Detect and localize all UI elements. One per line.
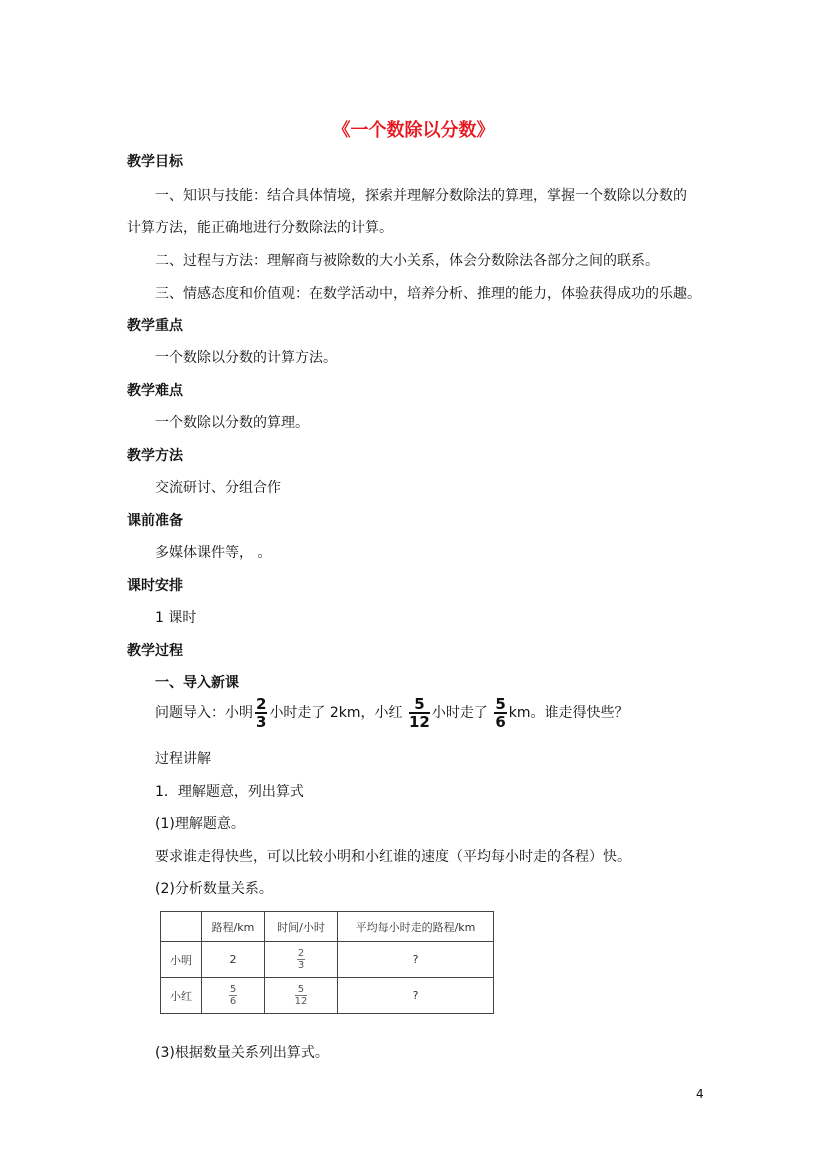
intro-question bbox=[155, 696, 629, 730]
objectives-heading: 教学目标 bbox=[127, 154, 183, 170]
fraction-numerator: 2 bbox=[297, 948, 305, 959]
speed-cell: ? bbox=[338, 942, 494, 978]
distance-fraction bbox=[229, 984, 237, 1007]
fraction-five-twelfths bbox=[409, 696, 430, 730]
objective-1-line1: 一、知识与技能：结合具体情境，探索并理解分数除法的算理，掌握一个数除以分数的 bbox=[155, 188, 687, 204]
fraction-numerator: 5 bbox=[229, 984, 237, 995]
schedule-heading: 课时安排 bbox=[127, 578, 183, 594]
table-header-cell: 路程/km bbox=[202, 912, 265, 942]
intro-subheading: 一、导入新课 bbox=[155, 675, 239, 691]
difficulties-text: 一个数除以分数的算理。 bbox=[155, 415, 309, 431]
quantity-table bbox=[160, 911, 494, 1014]
distance-cell bbox=[202, 978, 265, 1014]
step1a: (1)理解题意。 bbox=[155, 816, 245, 832]
question-prefix: 问题导入：小明 bbox=[155, 705, 253, 721]
fraction-denominator: 12 bbox=[409, 713, 430, 731]
step1a-text: 要求谁走得快些，可以比较小明和小红谁的速度（平均每小时走的各程）快。 bbox=[155, 849, 631, 865]
difficulties-heading: 教学难点 bbox=[127, 383, 183, 399]
table-header-row bbox=[161, 912, 494, 942]
time-cell bbox=[265, 942, 338, 978]
fraction-two-thirds bbox=[255, 696, 267, 730]
time-fraction bbox=[297, 948, 305, 971]
table-row bbox=[161, 942, 494, 978]
preparation-text: 多媒体课件等， 。 bbox=[155, 545, 272, 561]
preparation-heading: 课前准备 bbox=[127, 513, 183, 529]
row-name: 小红 bbox=[161, 978, 202, 1014]
methods-heading: 教学方法 bbox=[127, 448, 183, 464]
schedule-text: 1 课时 bbox=[155, 610, 197, 626]
distance-cell: 2 bbox=[202, 942, 265, 978]
page-number: 4 bbox=[696, 1087, 704, 1101]
objective-2: 二、过程与方法：理解商与被除数的大小关系，体会分数除法各部分之间的联系。 bbox=[155, 253, 659, 269]
fraction-denominator: 12 bbox=[294, 996, 308, 1007]
objective-3: 三、情感态度和价值观：在数学活动中，培养分析、推理的能力，体验获得成功的乐趣。 bbox=[155, 286, 701, 302]
step1: 1．理解题意，列出算式 bbox=[155, 784, 304, 800]
question-mid2: 小时走了 bbox=[431, 705, 488, 721]
step1c: (3)根据数量关系列出算式。 bbox=[155, 1045, 329, 1061]
step1b: (2)分析数量关系。 bbox=[155, 881, 273, 897]
explain-label: 过程讲解 bbox=[155, 751, 211, 767]
table-header-cell: 平均每小时走的路程/km bbox=[338, 912, 494, 942]
fraction-denominator: 6 bbox=[495, 713, 506, 731]
fraction-denominator: 6 bbox=[229, 996, 237, 1007]
document-title: 《一个数除以分数》 bbox=[332, 120, 495, 141]
question-suffix: km。谁走得快些？ bbox=[508, 705, 629, 721]
table-row bbox=[161, 978, 494, 1014]
fraction-numerator: 2 bbox=[256, 695, 267, 713]
key-points-heading: 教学重点 bbox=[127, 318, 183, 334]
objective-1-line2: 计算方法，能正确地进行分数除法的计算。 bbox=[127, 220, 393, 236]
process-heading: 教学过程 bbox=[127, 643, 183, 659]
fraction-five-sixths bbox=[494, 696, 506, 730]
table-header-cell: 时间/小时 bbox=[265, 912, 338, 942]
speed-cell: ? bbox=[338, 978, 494, 1014]
fraction-numerator: 5 bbox=[295, 984, 308, 996]
fraction-denominator: 3 bbox=[297, 960, 305, 971]
time-cell bbox=[265, 978, 338, 1014]
row-name: 小明 bbox=[161, 942, 202, 978]
methods-text: 交流研讨、分组合作 bbox=[155, 480, 281, 496]
question-mid1: 小时走了 2km，小红 bbox=[269, 705, 403, 721]
time-fraction bbox=[295, 984, 308, 1007]
key-points-text: 一个数除以分数的计算方法。 bbox=[155, 350, 337, 366]
fraction-numerator: 5 bbox=[409, 696, 430, 714]
table-header-cell bbox=[161, 912, 202, 942]
fraction-numerator: 5 bbox=[495, 695, 506, 713]
fraction-denominator: 3 bbox=[256, 713, 267, 731]
